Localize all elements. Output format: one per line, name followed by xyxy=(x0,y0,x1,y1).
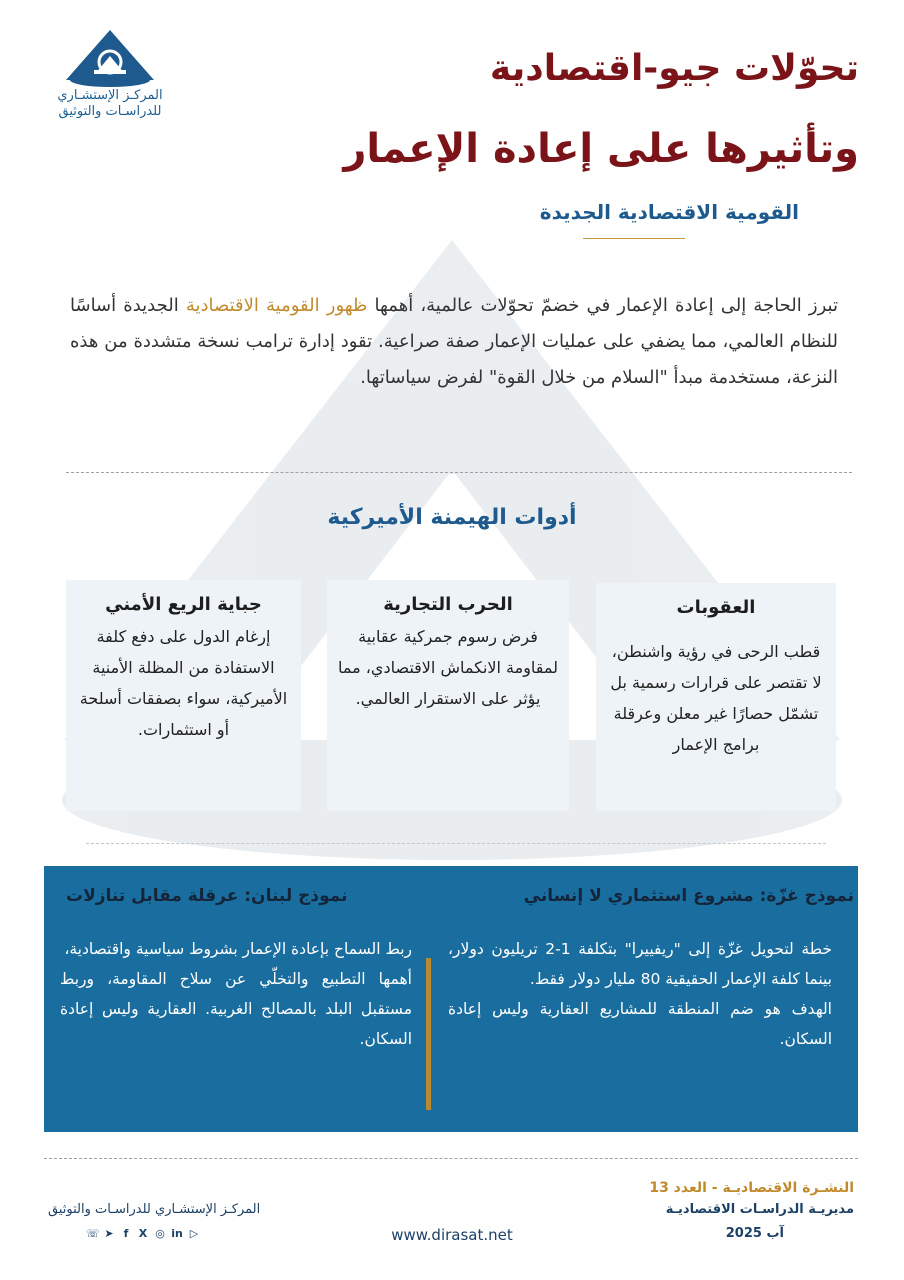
card-text: إرغام الدول على دفع كلفة الاستفادة من المظلة الأمنية الأميركية، سواء بصفقات أسلحة أو استثمارات. xyxy=(79,627,288,739)
lebanon-model-text xyxy=(60,934,412,1054)
divider-3 xyxy=(44,1158,858,1159)
divider-1 xyxy=(66,472,852,473)
gaza-model-text xyxy=(448,934,832,1054)
website-link[interactable]: www.dirasat.net xyxy=(391,1226,513,1244)
footer-date: آب 2025 xyxy=(725,1226,784,1241)
logo-line-2: للدراسـات والتوثيق xyxy=(58,104,162,119)
logo-emblem-icon xyxy=(64,28,156,88)
lebanon-model-title: نموذج لبنان: عرقلة مقابل تنازلات xyxy=(66,886,348,906)
gaza-text-1: خطة لتحويل غزّة إلى "ريفييرا" بتكلفة 1-2 تريليون دولار، بينما كلفة الإعمار الحقيقية 80 مليار دولار فقط. xyxy=(448,940,832,988)
whatsapp-icon[interactable]: ☏ xyxy=(86,1227,100,1240)
logo-line-1: المركـز الإستشـاري xyxy=(57,88,163,103)
tools-section-title: أدوات الهيمنة الأميركية xyxy=(327,505,577,530)
intro-highlight: ظهور القومية الاقتصادية xyxy=(185,295,368,316)
intro-paragraph xyxy=(70,288,838,396)
card-title: الحرب التجارية xyxy=(383,594,513,615)
instagram-icon[interactable]: ◎ xyxy=(155,1227,165,1240)
page-title-line-1: تحوّلات جيو-اقتصادية xyxy=(489,48,859,89)
lebanon-text-2: أهمها التطبيع والتخلّي عن سلاح المقاومة، وربط مستقبل البلد بالمصالح الغربية. العقارية وليس إعادة السكان. xyxy=(60,970,412,1048)
intro-text-2: الجديدة أساسًا للنظام العالمي، مما يضفي على عمليات الإعمار صفة صراعية. تقود إدارة ترامب نسخة متشددة من هذه النزعة، مستخدمة مبدأ "السلام من خلال القوة" لفرض سياساتها. xyxy=(70,295,838,388)
intro-text-1: تبرز الحاجة إلى إعادة الإعمار في خضمّ تحوّلات عالمية، أهمها xyxy=(367,295,838,316)
youtube-icon[interactable]: ▷ xyxy=(189,1227,199,1240)
page-subtitle: القومية الاقتصادية الجديدة xyxy=(539,200,799,224)
lebanon-text-1: ربط السماح بإعادة الإعمار بشروط سياسية واقتصادية، xyxy=(64,940,412,958)
telegram-icon[interactable]: ➤ xyxy=(104,1227,114,1240)
card-text: فرض رسوم جمركية عقابية لمقاومة الانكماش الاقتصادي، مما يؤثر على الاستقرار العالمي. xyxy=(337,627,559,708)
tool-card-trade-war xyxy=(327,580,569,811)
page-title-line-2: وتأثيرها على إعادة الإعمار xyxy=(343,126,859,172)
divider-2 xyxy=(86,843,826,844)
footer-bulletin: النشـرة الاقتصاديـة - العدد 13 xyxy=(649,1180,854,1196)
models-divider-bar xyxy=(426,958,431,1110)
tool-card-security-rent xyxy=(66,580,301,811)
gaza-model-title: نموذج غزّة: مشروع استثماري لا إنساني xyxy=(523,886,854,906)
footer-org-name: المركـز الإستشـاري للدراسـات والتوثيق xyxy=(48,1202,261,1217)
subtitle-underline xyxy=(583,238,685,239)
card-text: قطب الرحى في رؤية واشنطن، لا تقتصر على قرارات رسمية بل تشمّل حصارًا غير معلن وعرقلة برامج الإعمار xyxy=(610,642,822,754)
linkedin-icon[interactable]: in xyxy=(171,1227,183,1240)
footer-directorate: مديريـة الدراسـات الاقتصاديـة xyxy=(665,1202,854,1217)
x-icon[interactable]: X xyxy=(138,1227,148,1240)
gaza-text-2: الهدف هو ضم المنطقة للمشاريع العقارية وليس إعادة السكان. xyxy=(448,1000,832,1048)
social-icons xyxy=(86,1228,200,1240)
facebook-icon[interactable]: f xyxy=(123,1227,129,1240)
center-logo xyxy=(40,28,180,120)
tool-card-sanctions xyxy=(596,583,836,811)
card-title: جباية الريع الأمني xyxy=(105,594,262,615)
card-title: العقوبات xyxy=(676,597,756,618)
